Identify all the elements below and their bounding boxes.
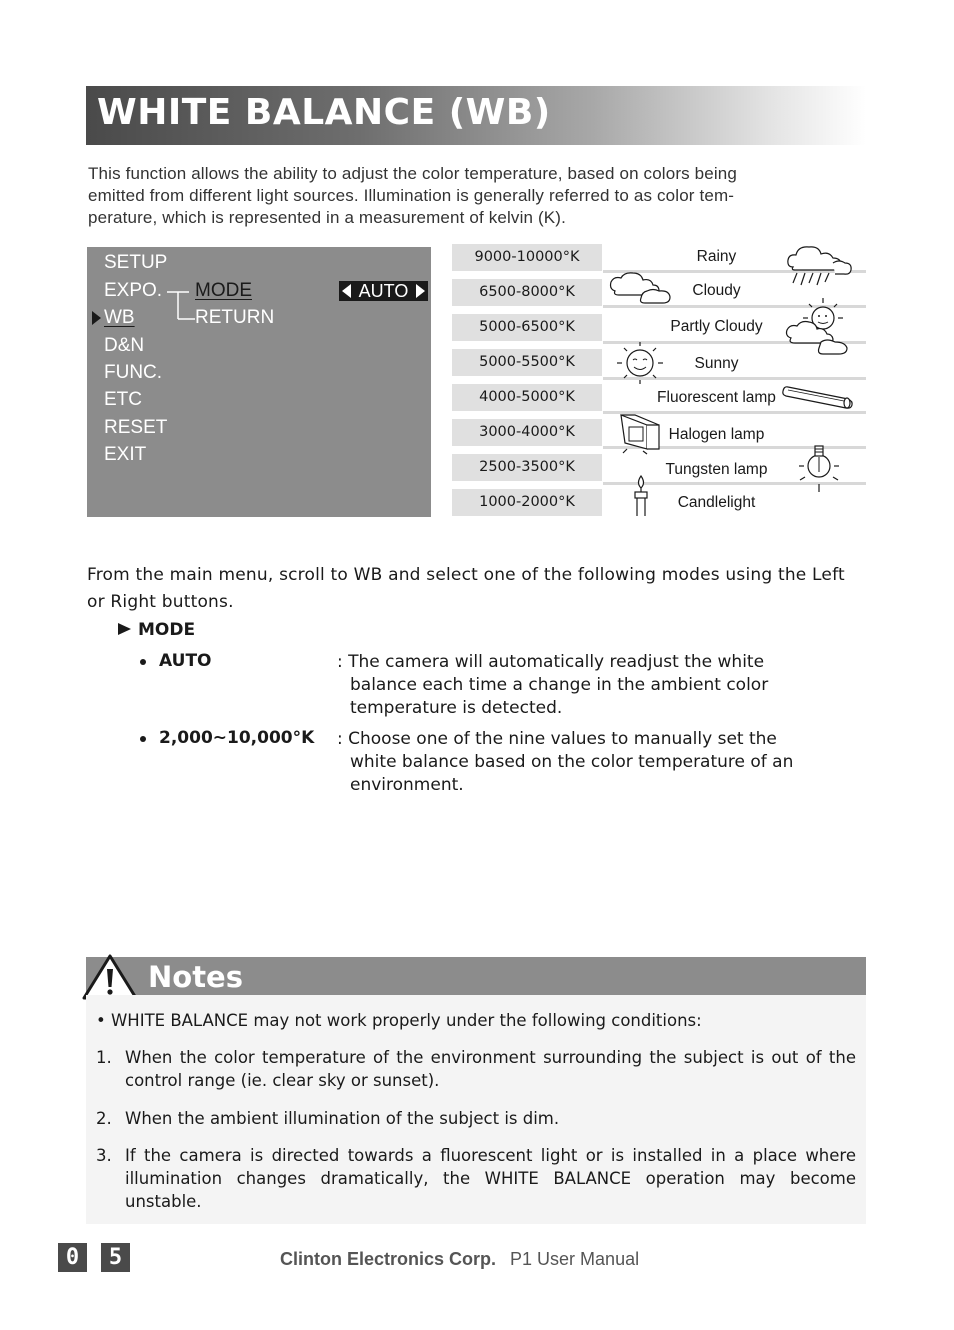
kelvin-range: 3000-4000°K [452,419,602,446]
intro-line: emitted from different light sources. Illumination is generally referred to as color tem- [88,186,735,205]
osd-tree-connector [165,287,197,325]
osd-item-reset: RESET [104,417,168,438]
sun-icon [613,340,667,386]
option-desc-line: balance each time a change in the ambient color [350,675,769,695]
kelvin-label: Partly Cloudy [670,318,763,335]
osd-item-setup: SETUP [104,252,168,273]
fluorescent-tube-icon [780,382,856,412]
footer-company: Clinton Electronics Corp. [280,1249,497,1269]
kelvin-label: Halogen lamp [668,426,765,443]
kelvin-range: 5000-6500°K [452,314,602,341]
note-number: 1. [96,1048,112,1067]
osd-mode-value [339,281,428,301]
partly-cloudy-icon [783,296,851,358]
instruction-paragraph: From the main menu, scroll to WB and select one of the following modes using the Left or Right buttons. [87,565,845,612]
cloud-icon [607,271,673,307]
arrow-right-icon [416,284,425,298]
page-title: WHITE BALANCE (WB) [97,92,551,133]
osd-item-etc: ETC [104,389,142,410]
osd-selection-pointer-icon [92,311,101,325]
rain-cloud-icon [783,243,853,287]
kelvin-range: 2500-3500°K [452,454,602,481]
osd-sub-return: RETURN [195,307,275,328]
intro-paragraph [88,163,868,229]
light-bulb-icon [797,440,841,496]
page-number-digit: 0 [58,1243,87,1272]
option-name-auto: AUTO [159,651,212,671]
kelvin-range: 4000-5000°K [452,384,602,411]
kelvin-range: 9000-10000°K [452,244,602,271]
kelvin-range: 6500-8000°K [452,279,602,306]
kelvin-label: Cloudy [692,282,741,299]
kelvin-label: Tungsten lamp [665,461,768,478]
osd-item-dn: D&N [104,335,145,356]
triangle-bullet-icon [118,623,131,635]
intro-line: perature, which is represented in a measurement of kelvin (K). [88,208,566,227]
halogen-lamp-icon [617,411,663,455]
note-text: If the camera is directed towards a fluorescent light or is installed in a place where illumination changes dramatically, the WHITE BALANCE operation may become unstable. [125,1146,856,1211]
kelvin-label: Fluorescent lamp [657,389,776,406]
intro-line: This function allows the ability to adjust the color temperature, based on colors being [88,164,738,183]
osd-item-exit: EXIT [104,444,147,465]
osd-item-expo: EXPO. [104,280,163,301]
option-desc-line: environment. [350,775,464,795]
notes-title: Notes [148,960,243,994]
option-desc-manual [337,728,793,797]
kelvin-label: Sunny [694,355,739,372]
kelvin-label: Rainy [696,248,737,265]
arrow-left-icon [342,284,351,298]
option-desc-auto [337,651,768,720]
bullet-icon [140,659,146,665]
kelvin-range: 5000-5500°K [452,349,602,376]
option-desc-line: temperature is detected. [350,698,563,718]
mode-heading-text: MODE [138,620,196,640]
osd-menu-panel [87,247,431,517]
footer-manual: P1 User Manual [510,1249,640,1269]
kelvin-range: 1000-2000°K [452,489,602,516]
option-desc-line: : Choose one of the nine values to manually set the [337,729,777,749]
note-number: 3. [96,1146,112,1165]
osd-mode-value-text: AUTO [358,281,409,301]
notes-intro: • WHITE BALANCE may not work properly under the following conditions: [96,1011,702,1030]
bullet-icon [140,736,146,742]
option-desc-line: white balance based on the color temperature of an [350,752,794,772]
note-text: When the ambient illumination of the subject is dim. [125,1109,560,1128]
mode-heading [118,620,195,640]
note-text: When the color temperature of the environment surrounding the subject is out of the control range (ie. clear sky or sunset). [125,1048,856,1090]
option-name-manual: 2,000~10,000°K [159,728,315,748]
osd-sub-mode: MODE [195,280,252,301]
note-number: 2. [96,1109,112,1128]
osd-item-func: FUNC. [104,362,163,383]
option-desc-line: : The camera will automatically readjust the white [337,652,765,672]
kelvin-label: Candlelight [677,494,756,511]
candle-icon [630,474,652,518]
footer-text [280,1249,639,1270]
page-number-digit: 5 [101,1243,130,1272]
osd-item-wb: WB [104,307,135,328]
